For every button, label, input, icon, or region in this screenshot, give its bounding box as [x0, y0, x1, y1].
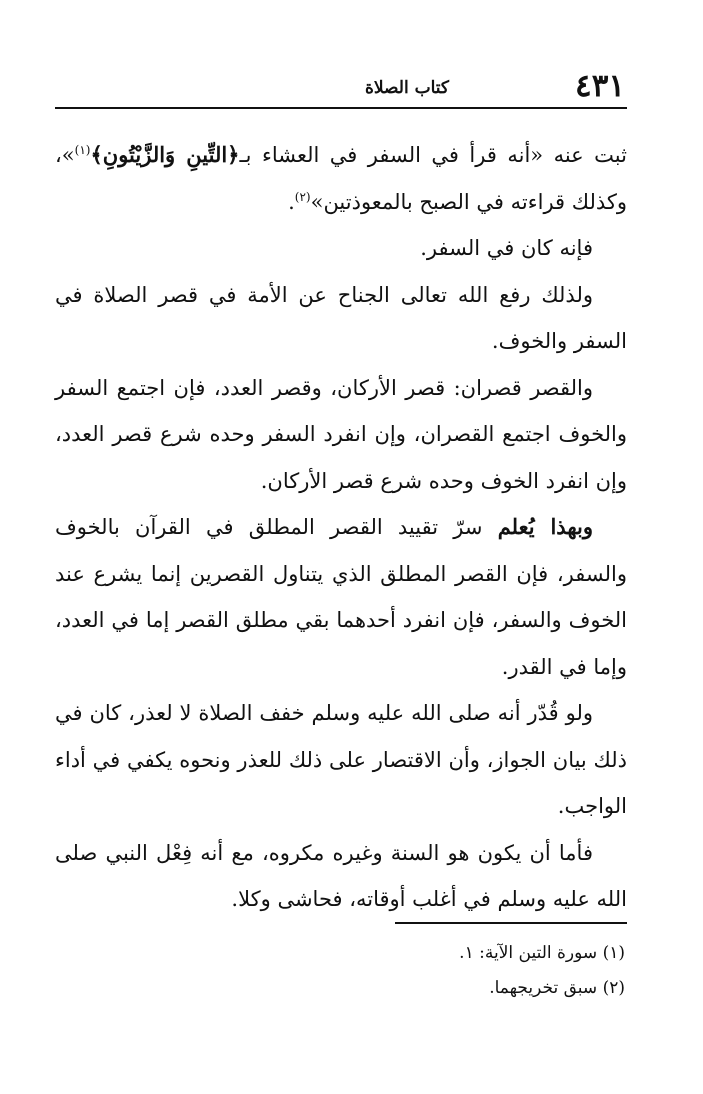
footnote-2: (٢) سبق تخريجهما.	[489, 978, 625, 998]
running-header	[55, 64, 627, 110]
paragraph-7-text: فأما أن يكون هو السنة وغيره مكروه، مع أنه فِعْل النبي صلى الله عليه وسلم في أغلب أوقاته، فحاشى وكلا.	[55, 840, 627, 911]
paragraph-1-mid: »، وكذلك قراءته في الصبح بالمعوذتين»	[55, 143, 627, 214]
paragraph-1	[55, 132, 627, 225]
footnote-ref-2: (٢)	[294, 189, 311, 204]
paragraph-4-text: والقصر قصران: قصر الأركان، وقصر العدد، فإن اجتمع السفر والخوف اجتمع القصران، وإن انفرد السفر وحده شرع قصر العدد، وإن انفرد الخوف وحده شرع قصر الأركان.	[55, 375, 627, 493]
paragraph-6-text: ولو قُدّر أنه صلى الله عليه وسلم خفف الصلاة لا لعذر، كان في ذلك بيان الجواز، وأن الاقتصار على ذلك للعذر ونحوه يكفي في أداء الواجب.	[55, 701, 627, 818]
footnote-1: (١) سورة التين الآية: ١.	[459, 943, 625, 963]
paragraph-1-pre: ثبت عنه «أنه قرأ في السفر في العشاء بـ	[239, 143, 627, 167]
paragraph-3	[55, 272, 627, 365]
footnotes	[65, 936, 625, 1006]
paragraph-4	[55, 365, 627, 505]
paragraph-2	[55, 225, 627, 272]
page-number: ٤٣١	[575, 68, 625, 104]
footnote-divider	[395, 922, 627, 924]
paragraph-3-text: ولذلك رفع الله تعالى الجناح عن الأمة في قصر الصلاة في السفر والخوف.	[55, 282, 627, 353]
paragraph-5	[55, 504, 627, 690]
paragraph-2-text: فإنه كان في السفر.	[420, 236, 593, 260]
header-divider	[55, 107, 627, 109]
chapter-title: كتاب الصلاة	[364, 78, 449, 98]
main-text	[55, 132, 627, 923]
quran-quote: ﴿التِّينِ وَالزَّيْتُونِ﴾	[90, 142, 240, 167]
paragraph-5-lead: وبهذا يُعلم	[497, 514, 593, 539]
book-page	[55, 64, 627, 998]
paragraph-7	[55, 830, 627, 923]
paragraph-6	[55, 690, 627, 830]
footnote-ref-1: (١)	[74, 143, 91, 157]
paragraph-1-post: .	[288, 189, 295, 214]
paragraph-5-text: سرّ تقييد القصر المطلق في القرآن بالخوف والسفر، فإن القصر المطلق الذي يتناول القصرين إنما يشرع عند الخوف والسفر، فإن انفرد أحدهما بقي مطلق القصر إما في العدد، وإما في القدر.	[55, 515, 627, 679]
